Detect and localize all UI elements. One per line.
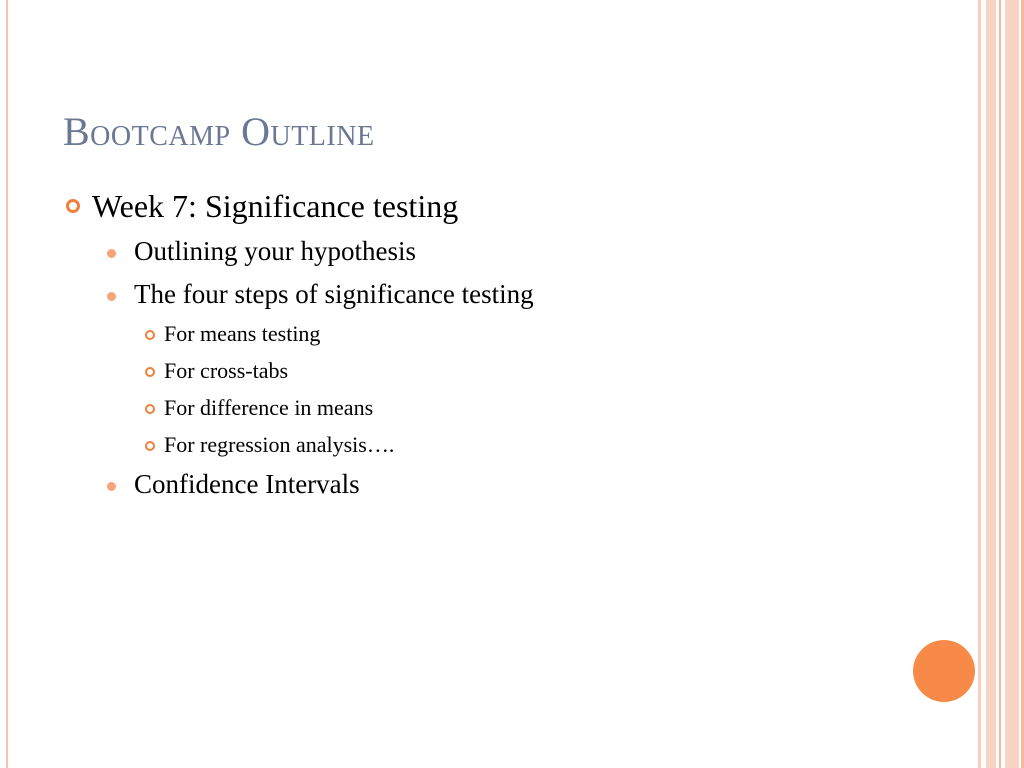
dot-bullet-icon <box>107 482 116 491</box>
right-decorative-stripe <box>999 0 1001 768</box>
bullet-hypothesis: Outlining your hypothesis <box>134 236 416 266</box>
bullet-difference-in-means: For difference in means <box>164 395 374 420</box>
bullet-cross-tabs: For cross-tabs <box>164 358 289 383</box>
slide-title: Bootcamp Outline <box>63 109 375 154</box>
right-decorative-stripe <box>978 0 981 768</box>
left-border-line <box>6 0 8 768</box>
ring-bullet-icon <box>66 199 80 213</box>
bullet-four-steps: The four steps of significance testing <box>134 279 534 309</box>
ring-bullet-icon <box>145 330 155 340</box>
bullet-week: Week 7: Significance testing <box>92 188 459 224</box>
orange-circle-decoration <box>913 640 975 702</box>
right-decorative-stripe <box>1005 0 1019 768</box>
ring-bullet-icon <box>145 404 155 414</box>
right-decorative-stripe <box>986 0 996 768</box>
ring-bullet-icon <box>145 367 155 377</box>
ring-bullet-icon <box>145 441 155 451</box>
bullet-means-testing: For means testing <box>164 321 321 346</box>
dot-bullet-icon <box>107 292 116 301</box>
bullet-regression-analysis: For regression analysis…. <box>164 432 395 457</box>
dot-bullet-icon <box>107 249 116 258</box>
bullet-confidence-intervals: Confidence Intervals <box>134 469 360 499</box>
